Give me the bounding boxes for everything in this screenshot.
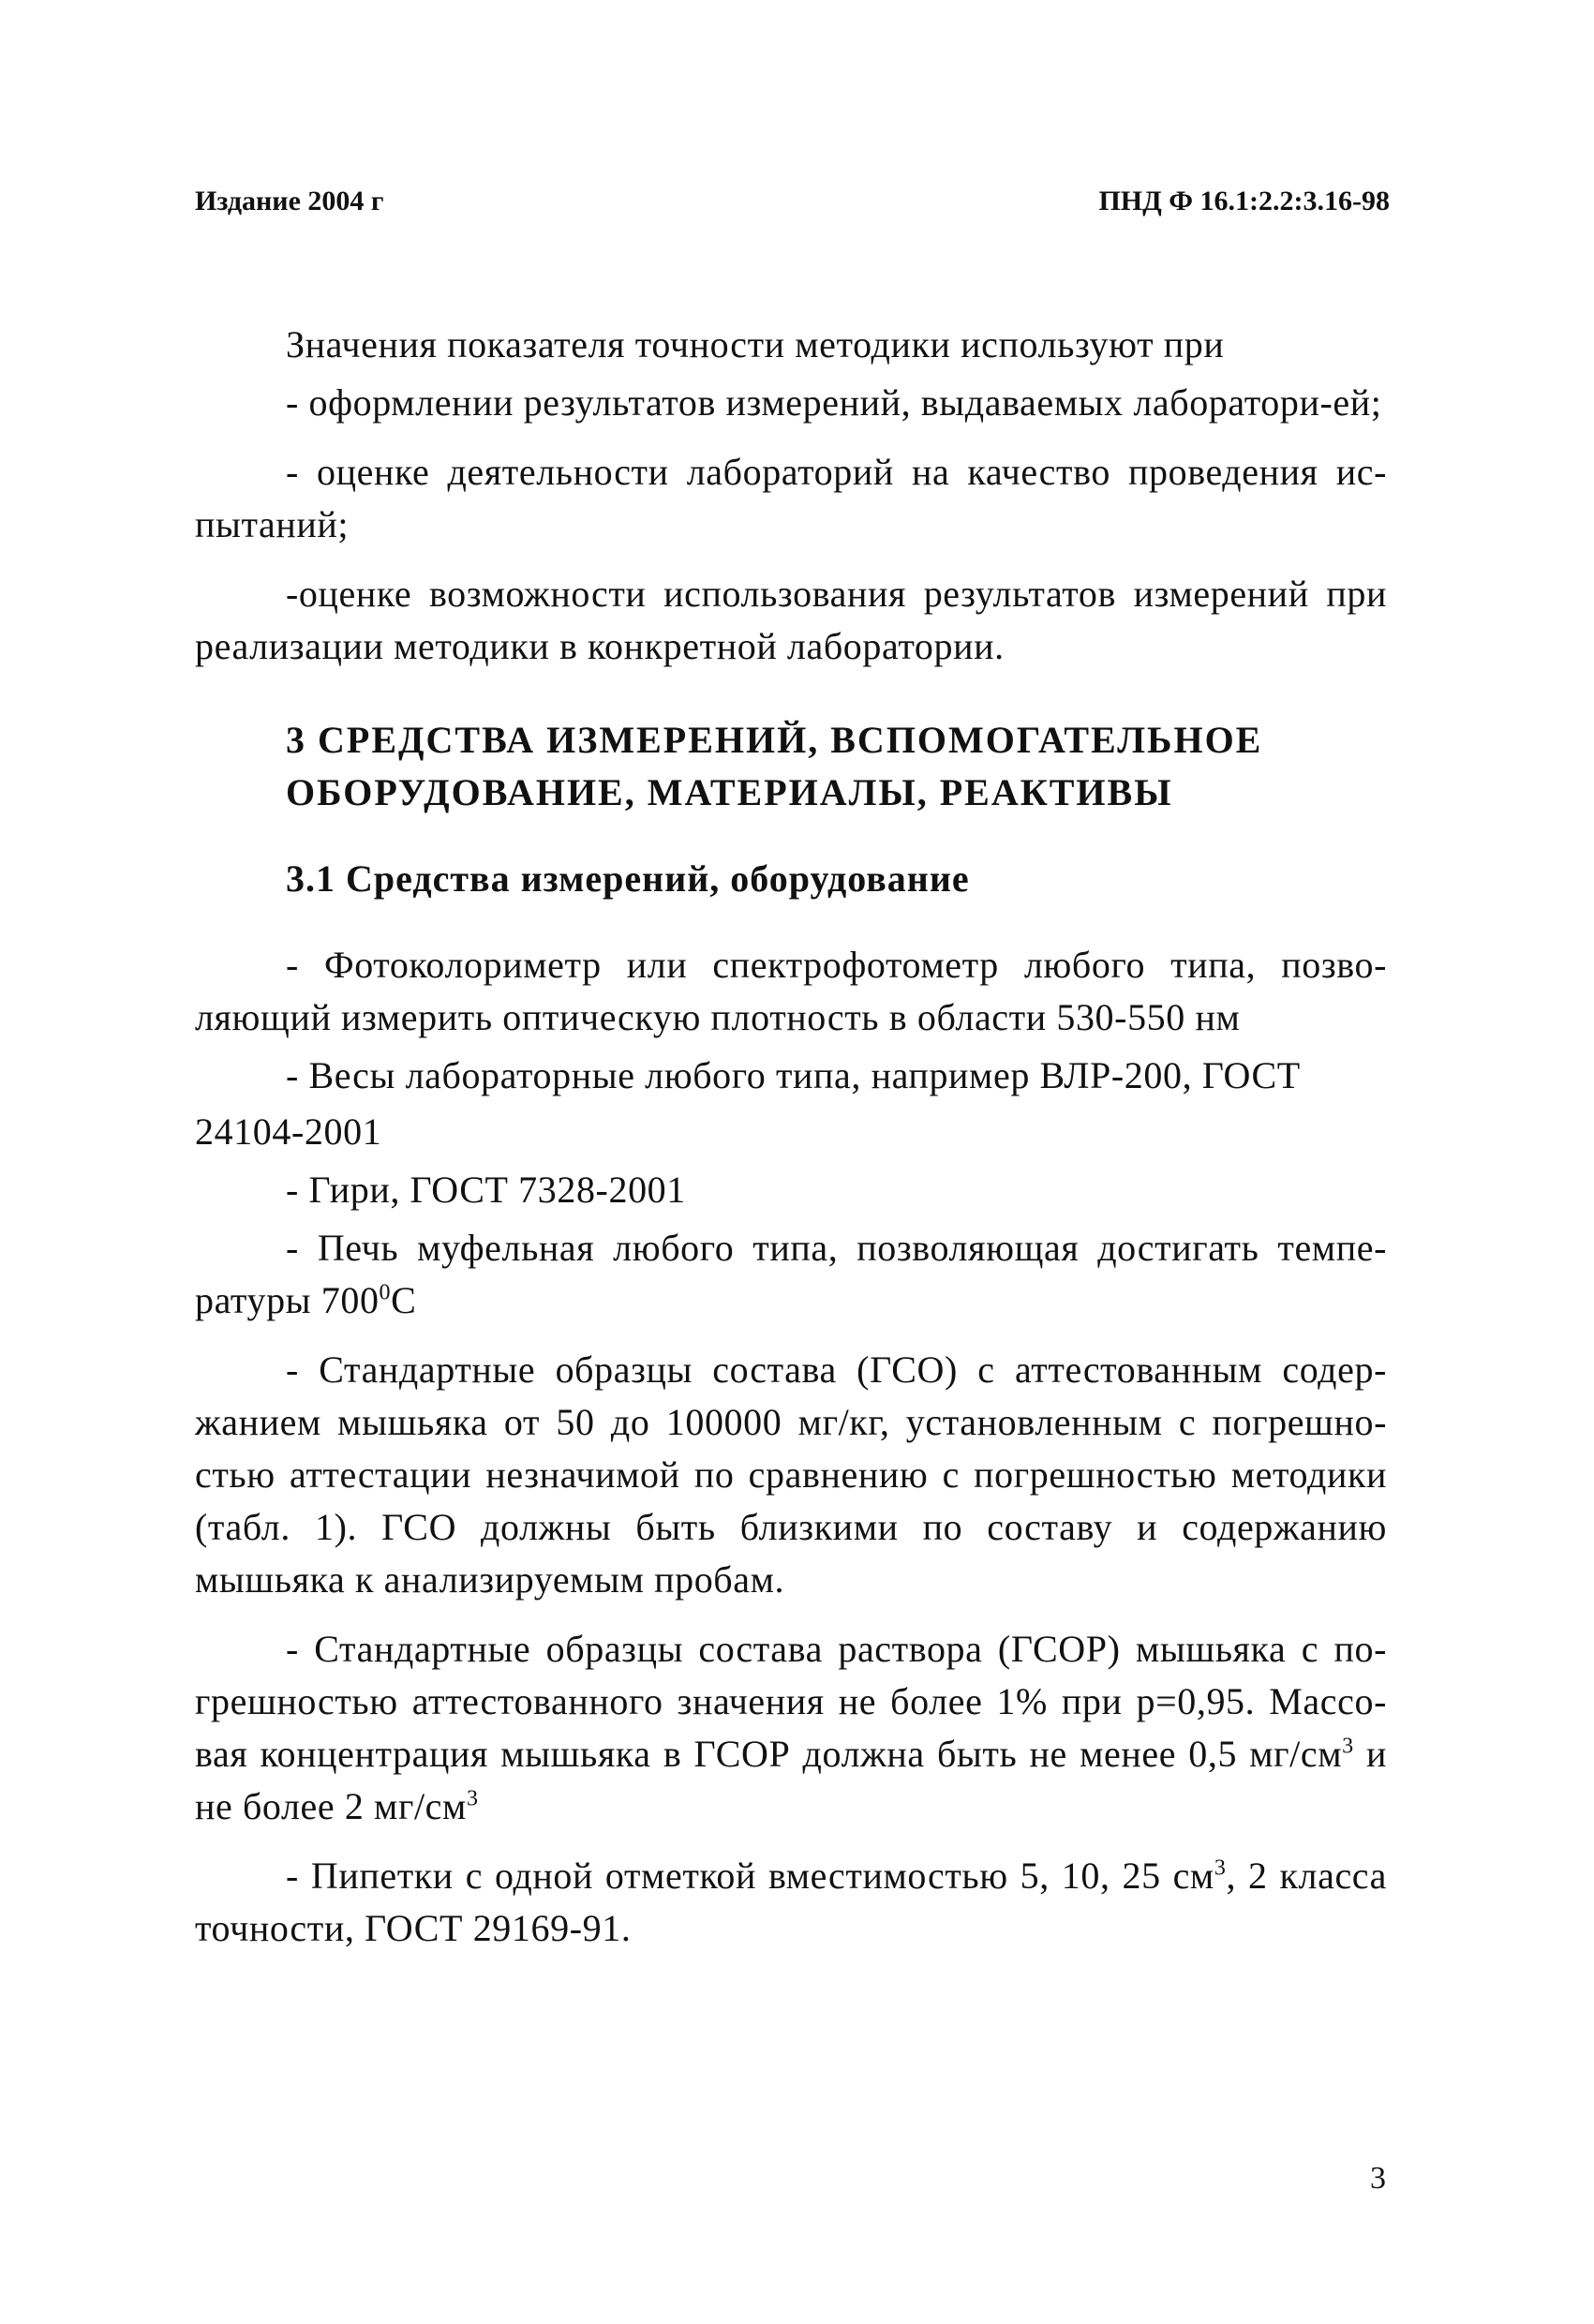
subsection-heading: 3.1 Средства измерений, оборудование [286,857,970,900]
item-gsor [195,1623,1387,1833]
document-code: ПНД Ф 16.1:2.2:3.16-98 [1098,186,1390,216]
page-content [195,319,1387,1972]
cubic-superscript: 3 [1342,1734,1354,1759]
intro-lead: Значения показателя точности методики используют при [286,323,1225,365]
intro-item-evaluation: - оценке деятельности лабораторий на качество проведения ис-пытаний; [195,451,1387,545]
section-heading-line-2: ОБОРУДОВАНИЕ, МАТЕРИАЛЫ, РЕАКТИВЫ [286,771,1173,813]
page-number: 3 [1370,2161,1386,2196]
item-scales-standard: 24104-2001 [195,1110,382,1153]
item-pipettes [195,1850,1387,1955]
item-pipettes-text: - Пипетки с одной отметкой вместимостью 5, 10, 25 см [286,1855,1214,1897]
item-weights: - Гири, ГОСТ 7328-2001 [286,1169,686,1211]
intro-item-possibility: -оценке возможности использования результатов измерений при реализации методики в конкретной лаборатории. [195,573,1387,667]
item-scales [195,1050,1387,1102]
item-pipettes-rest: , 2 класса точности, ГОСТ 29169-91. [195,1855,1387,1949]
item-furnace-unit: С [391,1279,417,1321]
item-gsor-mid: и не более 2 мг/см [195,1733,1387,1827]
intro-item-results: - оформлении результатов измерений, выдаваемых лаборатори-ей; [286,381,1382,424]
item-furnace [195,1222,1387,1327]
item-photocolorimeter: - Фотоколориметр или спектрофотометр любого типа, позво-ляющий измерить оптическую плотность в области 530-550 нм [195,944,1387,1038]
section-heading [286,714,1387,819]
item-scales-line-1: - Весы лабораторные любого типа, например ВЛР-200, ГОСТ [286,1054,1301,1096]
item-furnace-text: - Печь муфельная любого типа, позволяющая достигать темпе-ратуры 700 [195,1227,1387,1321]
item-gso: - Стандартные образцы состава (ГСО) с аттестованным содер-жанием мышьяка от 50 до 100000 мг/кг, установленным с погрешно-стью аттестации незначимой по сравнению с погрешностью методики (табл. 1). ГСО должны быть близкими по составу и содержанию мышьяка к анализируемым пробам. [195,1348,1387,1601]
cubic-superscript: 3 [1214,1855,1227,1881]
degree-superscript: 0 [379,1280,392,1305]
edition-label: Издание 2004 г [195,186,384,216]
item-gsor-text: - Стандартные образцы состава раствора (ГСОР) мышьяка с по-грешностью аттестованного значения не более 1% при р=0,95. Массо-вая концентрация мышьяка в ГСОР должна быть не менее 0,5 мг/см [195,1628,1387,1775]
section-heading-line-1: 3 СРЕДСТВА ИЗМЕРЕНИЙ, ВСПОМОГАТЕЛЬНОЕ [286,719,1263,761]
cubic-superscript: 3 [466,1786,479,1811]
